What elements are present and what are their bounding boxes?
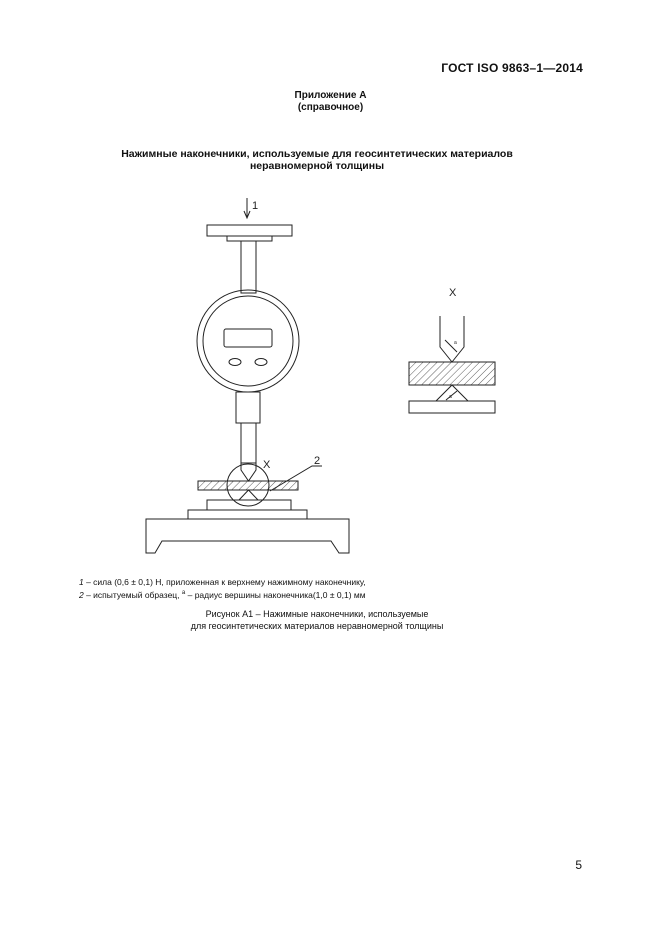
figure-caption-line2: для геосинтетических материалов неравномерной толщины xyxy=(190,621,444,631)
annex-title: Приложение А xyxy=(294,90,367,101)
legend-item-2-text2: – радиус вершины наконечника(1,0 ± 0,1) мм xyxy=(185,589,366,600)
detail-specimen xyxy=(409,362,495,385)
detail-view-x xyxy=(409,316,495,413)
gauge-button-left xyxy=(229,359,241,366)
figure-legend xyxy=(79,577,366,601)
detail-radius-mark-lower: a xyxy=(449,394,452,400)
upper-shaft xyxy=(241,241,256,293)
gauge-button-right xyxy=(255,359,267,366)
force-arrow xyxy=(244,198,250,218)
section-title-line2: неравномерной толщины xyxy=(249,160,385,172)
test-specimen xyxy=(198,481,298,490)
support-base xyxy=(188,510,307,519)
detail-lower-indenter xyxy=(436,385,468,401)
upper-indenter xyxy=(241,463,256,481)
gauge-display xyxy=(224,329,272,347)
legend-item-1 xyxy=(79,577,366,588)
legend-item-1-text: – сила (0,6 ± 0,1) Н, приложенная к верхнему нажимному наконечнику, xyxy=(83,577,366,587)
page-number: 5 xyxy=(575,858,582,872)
legend-item-1-num: 1 xyxy=(79,577,84,587)
callout-1: 1 xyxy=(252,200,259,212)
detail-support xyxy=(409,401,495,413)
legend-item-2 xyxy=(79,588,366,601)
gauge-stem xyxy=(236,392,260,423)
legend-item-2-num: 2 xyxy=(79,589,84,600)
detail-x-title: X xyxy=(449,287,457,299)
instrument-base xyxy=(146,519,349,553)
section-title-line1: Нажимные наконечники, используемые для геосинтетических материалов xyxy=(121,148,513,160)
standard-designation: ГОСТ ISO 9863–1—2014 xyxy=(441,61,583,75)
plate-collar xyxy=(227,236,272,241)
legend-item-2-text: – испытуемый образец, xyxy=(83,589,182,600)
lower-indenter xyxy=(239,490,258,500)
dial-gauge xyxy=(197,290,299,392)
callout-2: 2 xyxy=(314,455,321,467)
detail-upper-indenter xyxy=(440,316,464,362)
figure-caption-line1: Рисунок А1 – Нажимные наконечники, используемые xyxy=(205,609,429,619)
detail-radius-mark-upper: a xyxy=(454,340,457,346)
plunger-rod xyxy=(241,423,256,463)
load-plate xyxy=(207,225,292,236)
detail-x-marker: X xyxy=(263,459,271,471)
annex-subtitle: (справочное) xyxy=(297,102,364,113)
legend-item-2-sup: a xyxy=(181,590,186,596)
support-plate xyxy=(207,500,291,510)
figure-caption xyxy=(0,608,634,632)
